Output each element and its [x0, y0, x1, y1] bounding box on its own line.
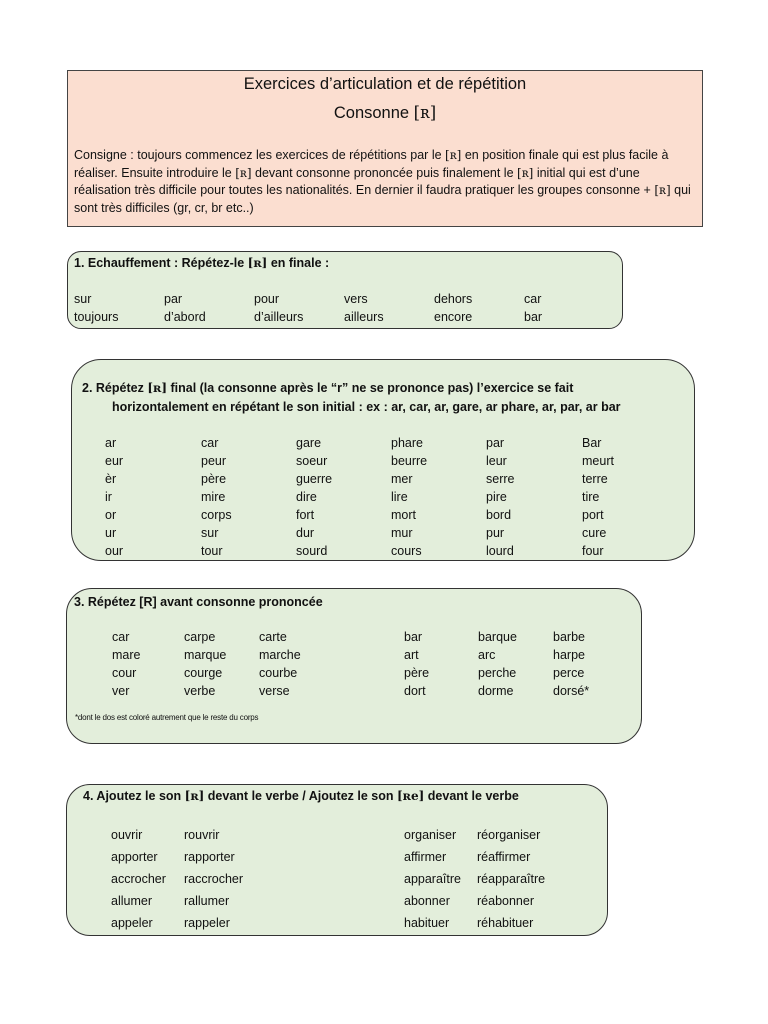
- word-item: allumer: [111, 894, 152, 908]
- word-item: père: [201, 472, 227, 486]
- word-item: four: [582, 544, 604, 558]
- word-item: mort: [391, 508, 416, 522]
- word-item: soeur: [296, 454, 328, 468]
- exercise-1-box: [67, 251, 623, 329]
- word-item: bar: [404, 630, 423, 644]
- word-item: gare: [296, 436, 322, 450]
- word-item: Bar: [582, 436, 602, 450]
- word-item: apporter: [111, 850, 158, 864]
- word-item: or: [105, 508, 117, 522]
- phonetic-symbol: [ʀ]: [235, 165, 252, 180]
- word-item: perce: [553, 666, 585, 680]
- word-item: carte: [259, 630, 287, 644]
- word-item: dort: [404, 684, 426, 698]
- phonetic-symbol: [ʀe]: [396, 789, 425, 803]
- word-item: vers: [344, 292, 368, 306]
- word-item: ver: [112, 684, 130, 698]
- word-item: leur: [486, 454, 507, 468]
- word-item: pur: [486, 526, 505, 540]
- word-item: d’abord: [164, 310, 206, 324]
- subtitle-symbol: [ʀ]: [413, 103, 437, 122]
- exercise-2-title: [82, 381, 573, 395]
- word-item: marque: [184, 648, 227, 662]
- consigne-part: initial qui est d’une réalisation très difficile pour toutes les nationalités. En dernier il faudra pratiquer les groupes consonne +: [74, 165, 655, 197]
- word-item: serre: [486, 472, 515, 486]
- word-item: port: [582, 508, 604, 522]
- word-item: barbe: [553, 630, 585, 644]
- word-item: affirmer: [404, 850, 447, 864]
- word-item: par: [164, 292, 183, 306]
- word-item: dehors: [434, 292, 473, 306]
- word-item: corps: [201, 508, 232, 522]
- word-item: guerre: [296, 472, 333, 486]
- word-item: rappeler: [184, 916, 230, 930]
- word-item: verbe: [184, 684, 216, 698]
- word-item: terre: [582, 472, 608, 486]
- consigne-part: devant consonne prononcée puis finalement le: [251, 165, 518, 180]
- word-item: réaffirmer: [477, 850, 531, 864]
- word-item: par: [486, 436, 505, 450]
- exercise-3-title: 3. Répétez [R] avant consonne prononcée: [74, 595, 323, 609]
- word-item: encore: [434, 310, 473, 324]
- exercise-1-title: [74, 256, 329, 270]
- word-item: lourd: [486, 544, 514, 558]
- word-item: ar: [105, 436, 117, 450]
- word-item: dorsé*: [553, 684, 590, 698]
- title-part: en finale :: [267, 256, 330, 270]
- exercise-2-title-line2: horizontalement en répétant le son initial : ex : ar, car, ar, gare, ar phare, ar, par, ar bar: [112, 400, 621, 414]
- word-item: rapporter: [184, 850, 235, 864]
- word-item: sourd: [296, 544, 328, 558]
- word-item: barque: [478, 630, 517, 644]
- word-item: pire: [486, 490, 507, 504]
- exercise-3-box: [66, 588, 642, 744]
- word-item: eur: [105, 454, 124, 468]
- word-item: perche: [478, 666, 517, 680]
- title-part: 4. Ajoutez le son: [83, 789, 185, 803]
- word-item: d’ailleurs: [254, 310, 304, 324]
- word-item: appeler: [111, 916, 153, 930]
- word-item: cours: [391, 544, 422, 558]
- word-item: sur: [74, 292, 92, 306]
- word-item: dire: [296, 490, 317, 504]
- word-item: marche: [259, 648, 301, 662]
- exercise-2-box: [71, 359, 695, 561]
- word-item: pour: [254, 292, 280, 306]
- consigne-part: en position finale qui est plus facile à réaliser. Ensuite introduire le: [74, 148, 669, 180]
- word-item: mare: [112, 648, 141, 662]
- word-item: toujours: [74, 310, 119, 324]
- word-item: ouvrir: [111, 828, 143, 842]
- word-item: réapparaître: [477, 872, 546, 886]
- word-item: accrocher: [111, 872, 166, 886]
- consigne-part: Consigne : toujours commencez les exercices de répétitions par le: [74, 148, 446, 162]
- page-subtitle: [68, 103, 702, 123]
- word-item: bord: [486, 508, 512, 522]
- word-item: harpe: [553, 648, 585, 662]
- phonetic-symbol: [ʀ]: [517, 165, 534, 180]
- word-item: rouvrir: [184, 828, 220, 842]
- word-item: ailleurs: [344, 310, 384, 324]
- word-item: mer: [391, 472, 413, 486]
- page-title: Exercices d’articulation et de répétition: [243, 75, 527, 93]
- title-part: final (la consonne après le “r” ne se prononce pas) l’exercice se fait: [167, 381, 574, 395]
- instructions-box: [67, 70, 703, 227]
- word-item: tire: [582, 490, 600, 504]
- word-item: rallumer: [184, 894, 230, 908]
- word-item: art: [404, 648, 419, 662]
- word-item: père: [404, 666, 430, 680]
- word-item: ur: [105, 526, 117, 540]
- word-item: tour: [201, 544, 223, 558]
- phonetic-symbol: [ʀ]: [147, 381, 167, 395]
- word-item: courge: [184, 666, 223, 680]
- word-item: phare: [391, 436, 423, 450]
- word-item: car: [524, 292, 542, 306]
- word-item: mire: [201, 490, 226, 504]
- word-item: organiser: [404, 828, 457, 842]
- word-item: beurre: [391, 454, 428, 468]
- word-item: ir: [105, 490, 112, 504]
- word-item: cour: [112, 666, 137, 680]
- word-item: habituer: [404, 916, 450, 930]
- exercise-4-title: [83, 789, 519, 803]
- word-item: courbe: [259, 666, 298, 680]
- word-item: carpe: [184, 630, 216, 644]
- phonetic-symbol: [ʀ]: [184, 789, 205, 803]
- word-item: bar: [524, 310, 543, 324]
- word-item: lire: [391, 490, 408, 504]
- word-item: meurt: [582, 454, 614, 468]
- word-item: sur: [201, 526, 219, 540]
- phonetic-symbol: [ʀ]: [654, 183, 671, 197]
- footnote: *dont le dos est coloré autrement que le reste du corps: [75, 713, 259, 722]
- title-part: 1. Echauffement : Répétez-le: [74, 256, 248, 270]
- title-part: 2. Répétez: [82, 381, 148, 395]
- word-item: dorme: [478, 684, 514, 698]
- word-item: our: [105, 544, 124, 558]
- word-item: raccrocher: [184, 872, 244, 886]
- subtitle-text: Consonne: [333, 104, 414, 122]
- word-item: arc: [478, 648, 496, 662]
- word-item: fort: [296, 508, 315, 522]
- consigne-text: [74, 147, 694, 217]
- word-item: dur: [296, 526, 315, 540]
- word-item: mur: [391, 526, 413, 540]
- exercise-4-box: [66, 784, 608, 936]
- word-item: apparaître: [404, 872, 461, 886]
- word-item: car: [112, 630, 130, 644]
- word-item: réhabituer: [477, 916, 534, 930]
- title-part: devant le verbe: [424, 789, 519, 803]
- word-item: verse: [259, 684, 290, 698]
- consigne-part: qui sont très difficiles (gr, cr, br etc..): [74, 183, 691, 215]
- word-item: cure: [582, 526, 607, 540]
- word-item: peur: [201, 454, 227, 468]
- word-item: car: [201, 436, 219, 450]
- word-item: réabonner: [477, 894, 534, 908]
- word-item: èr: [105, 472, 117, 486]
- title-part: devant le verbe / Ajoutez le son: [204, 789, 397, 803]
- word-item: réorganiser: [477, 828, 541, 842]
- phonetic-symbol: [ʀ]: [247, 256, 268, 270]
- word-item: abonner: [404, 894, 450, 908]
- phonetic-symbol: [ʀ]: [445, 148, 462, 162]
